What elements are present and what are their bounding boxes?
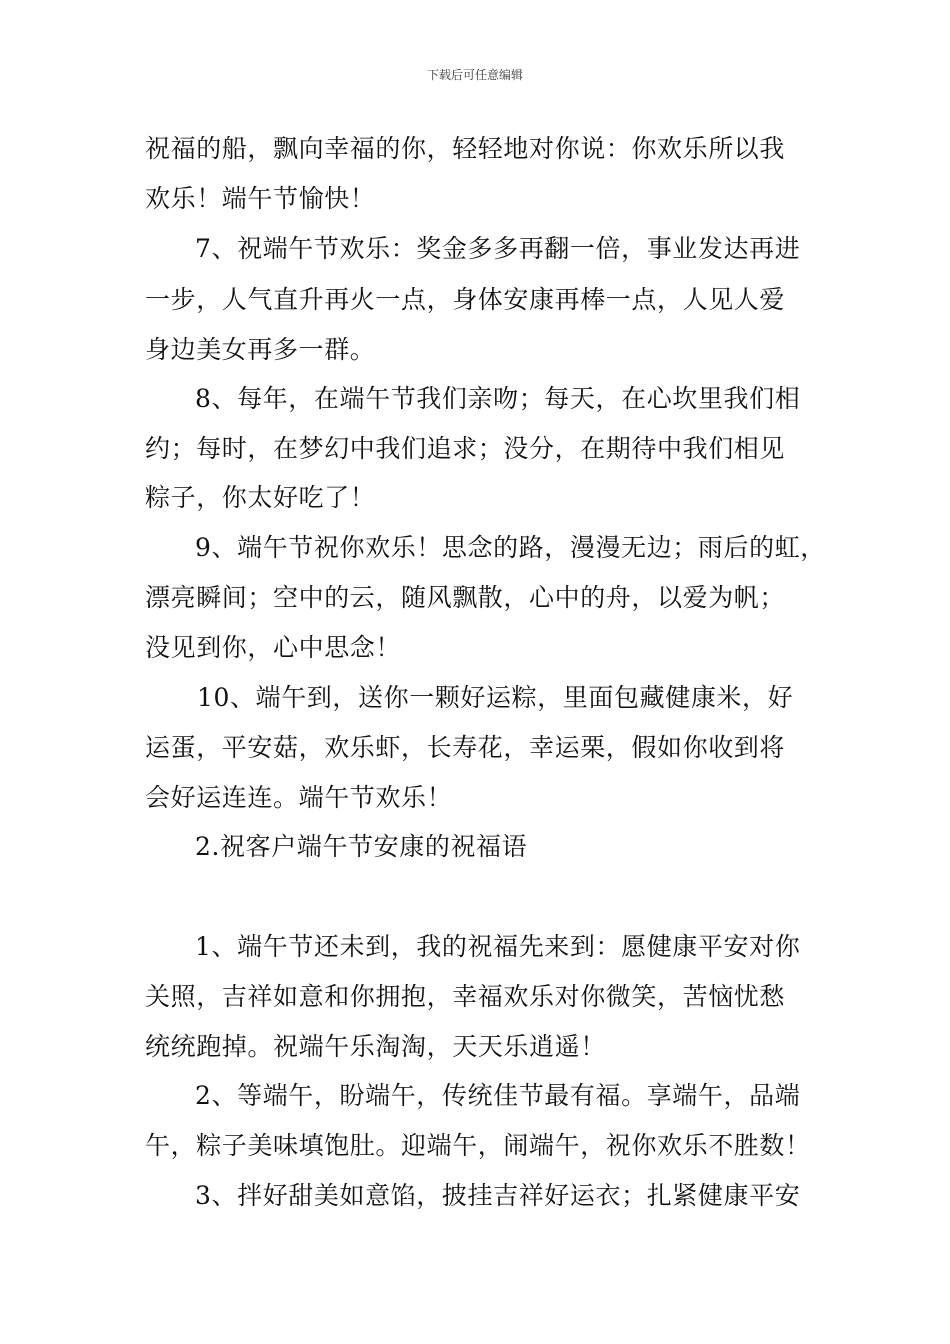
text-line: 没见到你，心中思念！ bbox=[145, 633, 402, 662]
text-line: 会好运连连。端午节欢乐！ bbox=[145, 783, 453, 812]
text-line: 欢乐！端午节愉快！ bbox=[145, 184, 376, 213]
text-line: 午，粽子美味填饱肚。迎端午，闹端午，祝你欢乐不胜数！ bbox=[145, 1131, 811, 1160]
text-line: 一步，人气直升再火一点，身体安康再棒一点，人见人爱 bbox=[145, 285, 786, 314]
text-line: 3、拌好甜美如意馅，披挂吉祥好运衣；扎紧健康平安 bbox=[195, 1181, 801, 1210]
text-line: 漂亮瞬间；空中的云，随风飘散，心中的舟，以爱为帆； bbox=[145, 583, 786, 612]
text-line: 统统跑掉。祝端午乐淘淘，天天乐逍遥！ bbox=[145, 1032, 606, 1061]
text-line: 运蛋，平安菇，欢乐虾，长寿花，幸运栗，假如你收到将 bbox=[145, 733, 786, 762]
text-line: 1、端午节还未到，我的祝福先来到：愿健康平安对你 bbox=[195, 932, 801, 961]
text-line: 9、端午节祝你欢乐！思念的路，漫漫无边；雨后的虹， bbox=[195, 533, 826, 562]
text-line: 8、每年，在端午节我们亲吻；每天，在心坎里我们相 bbox=[195, 384, 801, 413]
text-line: 关照，吉祥如意和你拥抱，幸福欢乐对你微笑，苦恼忧愁 bbox=[145, 982, 786, 1011]
text-line: 10、端午到，送你一颗好运粽，里面包藏健康米，好 bbox=[197, 683, 794, 712]
page-header: 下载后可任意编辑 bbox=[426, 68, 523, 82]
text-line: 粽子，你太好吃了！ bbox=[145, 483, 376, 512]
text-line: 约；每时，在梦幻中我们追求；没分，在期待中我们相见 bbox=[145, 434, 786, 463]
text-line: 2、等端午，盼端午，传统佳节最有福。享端午，品端 bbox=[195, 1081, 801, 1110]
text-line: 祝福的船，飘向幸福的你，轻轻地对你说：你欢乐所以我 bbox=[145, 134, 786, 163]
text-line: 身边美女再多一群。 bbox=[145, 335, 376, 364]
text-line: 7、祝端午节欢乐：奖金多多再翻一倍，事业发达再进 bbox=[195, 234, 801, 263]
section-heading: 2.祝客户端午节安康的祝福语 bbox=[195, 832, 528, 861]
